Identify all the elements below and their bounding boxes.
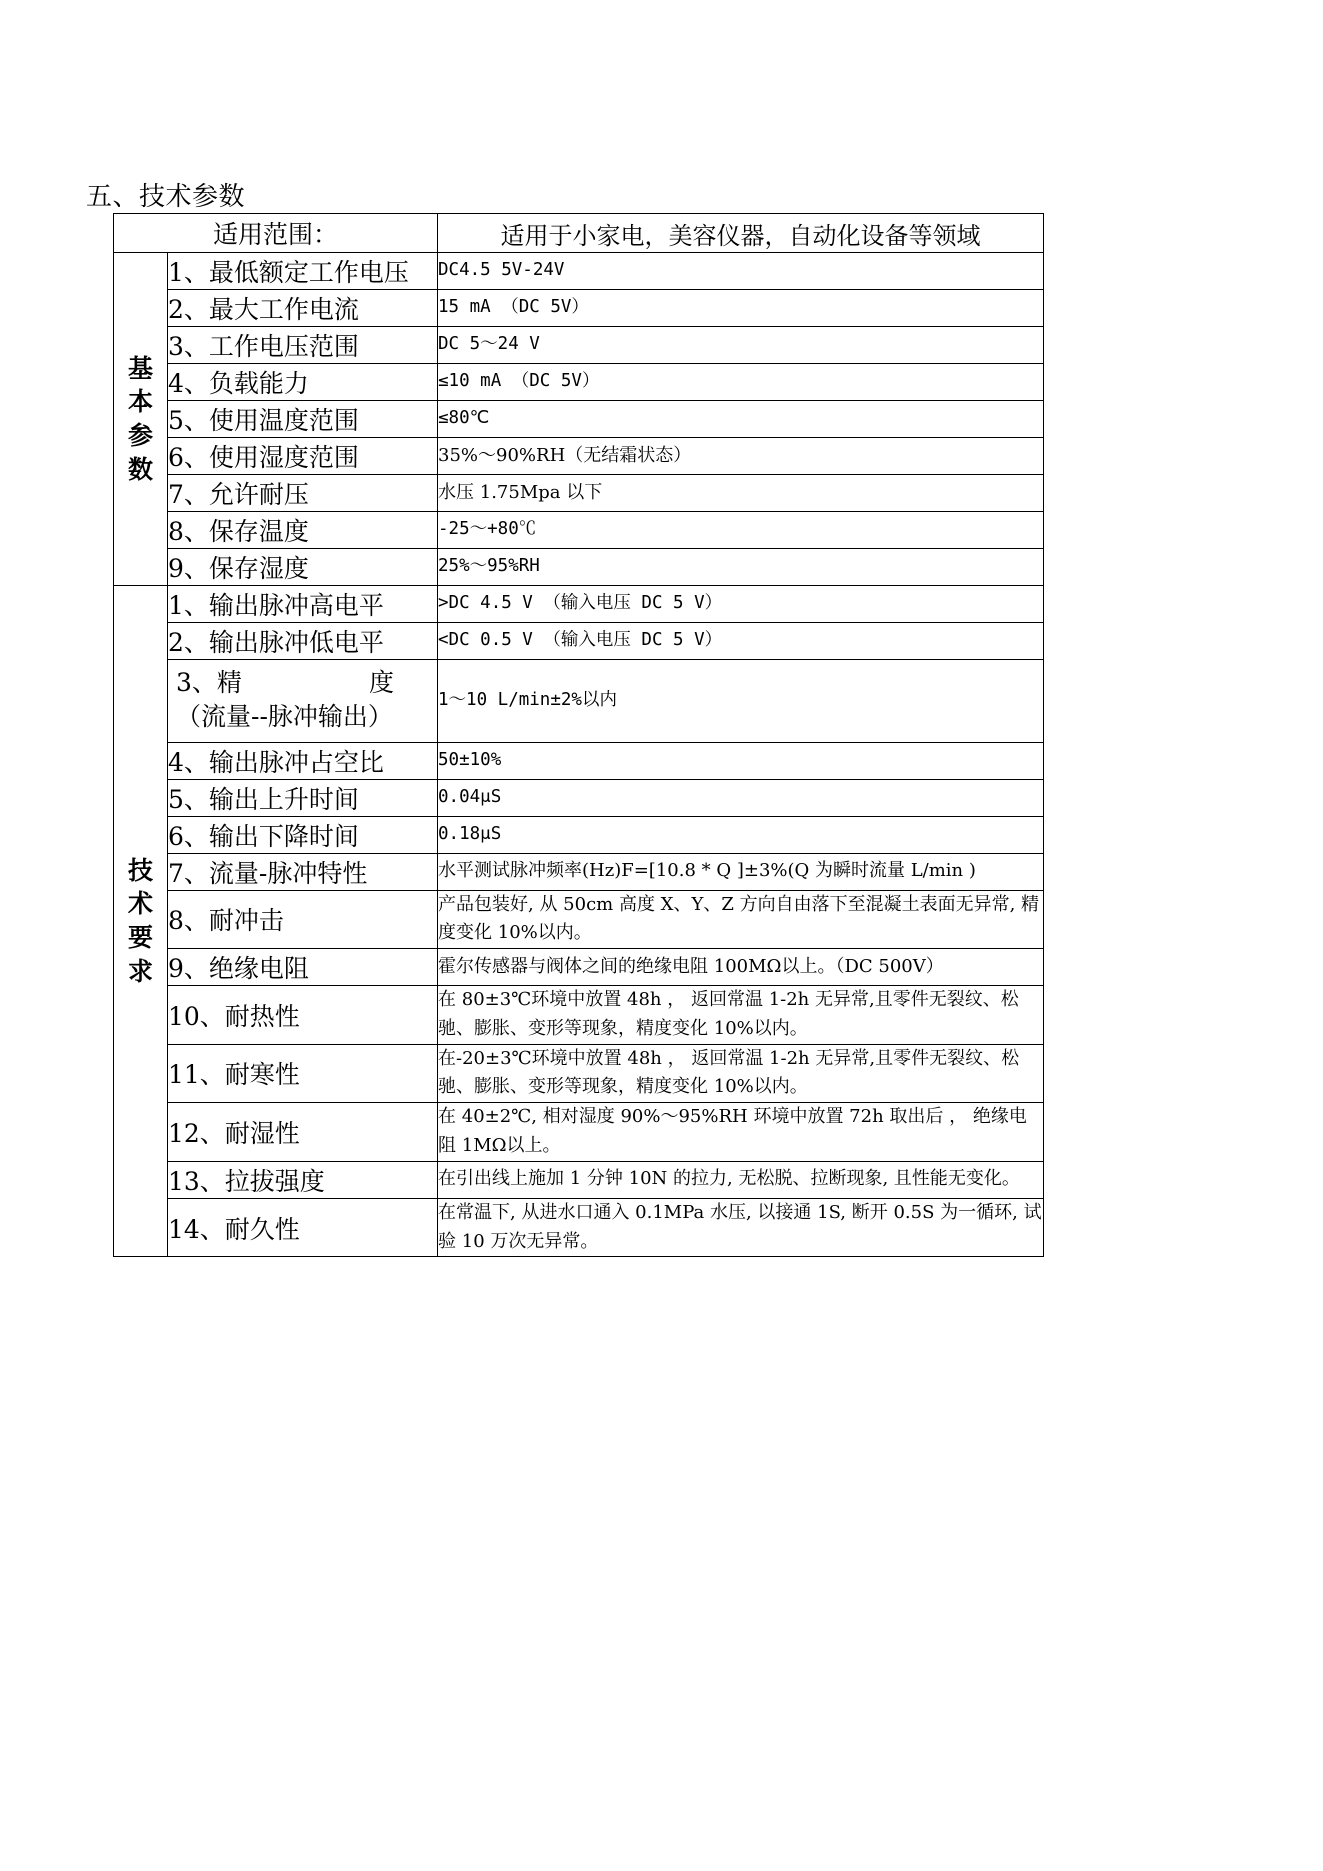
parameter-value-cell: 0.04μS	[438, 779, 1044, 816]
parameter-value-cell: 15 mA （DC 5V）	[438, 290, 1044, 327]
parameter-label-cell: 10、耐热性	[168, 986, 438, 1045]
table-row	[114, 1198, 1044, 1257]
group-label-char: 本	[127, 387, 153, 417]
table-row	[114, 890, 1044, 949]
parameter-value-cell: 35%～90%RH（无结霜状态）	[438, 438, 1044, 475]
parameter-label-cell: 8、耐冲击	[168, 890, 438, 949]
group-label-char: 基	[127, 353, 153, 383]
parameter-label-cell: 1、最低额定工作电压	[168, 253, 438, 290]
parameter-value-cell: >DC 4.5 V （输入电压 DC 5 V）	[438, 586, 1044, 623]
parameter-value-cell: 在-20±3℃环境中放置 48h ， 返回常温 1-2h 无异常,且零件无裂纹、松驰、膨胀、变形等现象，精度变化 10%以内。	[438, 1044, 1044, 1103]
parameter-label-cell: 3、工作电压范围	[168, 327, 438, 364]
group-label-basic-parameters	[114, 253, 168, 586]
scope-label-cell: 适用范围：	[114, 214, 438, 253]
parameter-label-cell: 4、负载能力	[168, 364, 438, 401]
table-row	[114, 816, 1044, 853]
parameter-value-cell: ≤10 mA （DC 5V）	[438, 364, 1044, 401]
parameter-label-cell: 7、允许耐压	[168, 475, 438, 512]
parameter-value-cell: 50±10%	[438, 742, 1044, 779]
parameter-label-cell: 2、最大工作电流	[168, 290, 438, 327]
group-label-technical-requirements	[114, 586, 168, 1257]
table-row	[114, 660, 1044, 743]
parameter-label-cell: 7、流量-脉冲特性	[168, 853, 438, 890]
parameter-value-cell: <DC 0.5 V （输入电压 DC 5 V）	[438, 623, 1044, 660]
group-label-char: 参	[127, 421, 153, 450]
parameter-label-cell: 1、输出脉冲高电平	[168, 586, 438, 623]
parameter-value-cell: DC4.5 5V-24V	[438, 253, 1044, 290]
parameter-label-cell: 8、保存温度	[168, 512, 438, 549]
group-label-char: 要	[127, 923, 153, 953]
table-row	[114, 438, 1044, 475]
parameter-value-cell: ≤80℃	[438, 401, 1044, 438]
parameter-label-cell: 14、耐久性	[168, 1198, 438, 1257]
parameter-label-part: 度	[368, 668, 394, 697]
parameter-value-cell: 产品包装好, 从 50cm 高度 X、Y、Z 方向自由落下至混凝土表面无异常, 精度变化 10%以内。	[438, 890, 1044, 949]
table-row	[114, 364, 1044, 401]
parameter-value-cell: 在常温下, 从进水口通入 0.1MPa 水压, 以接通 1S, 断开 0.5S 为一循环, 试验 10 万次无异常。	[438, 1198, 1044, 1257]
table-row	[114, 327, 1044, 364]
group-label-char: 技	[127, 855, 153, 885]
table-row	[114, 253, 1044, 290]
table-row	[114, 401, 1044, 438]
parameter-value-cell: DC 5～24 V	[438, 327, 1044, 364]
parameter-label-cell: 12、耐湿性	[168, 1103, 438, 1162]
parameter-value-cell: 0.18μS	[438, 816, 1044, 853]
parameter-label-part: （流量--脉冲输出）	[176, 701, 393, 731]
parameter-label-cell: 2、输出脉冲低电平	[168, 623, 438, 660]
technical-parameters-table	[113, 213, 1044, 1257]
parameter-label-cell: 13、拉拔强度	[168, 1161, 438, 1198]
parameter-label-cell: 5、输出上升时间	[168, 779, 438, 816]
scope-value-cell: 适用于小家电，美容仪器，自动化设备等领域	[438, 214, 1044, 253]
parameter-label-cell: 6、使用湿度范围	[168, 438, 438, 475]
parameter-label-cell: 9、绝缘电阻	[168, 949, 438, 986]
parameter-label-cell: 9、保存湿度	[168, 549, 438, 586]
parameter-value-cell: 25%～95%RH	[438, 549, 1044, 586]
parameter-value-cell: -25～+80℃	[438, 512, 1044, 549]
table-row	[114, 742, 1044, 779]
parameter-label-cell	[168, 660, 438, 743]
group-label-char: 术	[127, 889, 153, 919]
table-row	[114, 214, 1044, 253]
parameter-value-cell: 水压 1.75Mpa 以下	[438, 475, 1044, 512]
table-row	[114, 586, 1044, 623]
table-row	[114, 1161, 1044, 1198]
table-row	[114, 290, 1044, 327]
table-row	[114, 1103, 1044, 1162]
table-row	[114, 853, 1044, 890]
parameter-value-cell: 水平测试脉冲频率(Hz)F=[10.8 * Q ]±3%(Q 为瞬时流量 L/min )	[438, 853, 1044, 890]
parameter-label-part: 3、精	[176, 668, 242, 697]
table-row	[114, 986, 1044, 1045]
table-row	[114, 949, 1044, 986]
parameter-label-cell: 5、使用温度范围	[168, 401, 438, 438]
group-label-char: 数	[127, 454, 153, 484]
table-row	[114, 512, 1044, 549]
group-label-char: 求	[127, 956, 153, 986]
table-row	[114, 779, 1044, 816]
parameter-label-cell: 11、耐寒性	[168, 1044, 438, 1103]
page-title: 五、技术参数	[86, 182, 246, 212]
parameter-value-cell: 在 40±2℃, 相对湿度 90%～95%RH 环境中放置 72h 取出后 ， 绝缘电阻 1MΩ以上。	[438, 1103, 1044, 1162]
parameter-label-cell: 6、输出下降时间	[168, 816, 438, 853]
table-row	[114, 475, 1044, 512]
parameter-value-cell: 在引出线上施加 1 分钟 10N 的拉力, 无松脱、拉断现象, 且性能无变化。	[438, 1161, 1044, 1198]
parameter-value-cell: 在 80±3℃环境中放置 48h ， 返回常温 1-2h 无异常,且零件无裂纹、松驰、膨胀、变形等现象，精度变化 10%以内。	[438, 986, 1044, 1045]
parameter-value-cell: 1～10 L/min±2%以内	[438, 660, 1044, 743]
table-row	[114, 549, 1044, 586]
table-row	[114, 1044, 1044, 1103]
table-row	[114, 623, 1044, 660]
parameter-value-cell: 霍尔传感器与阀体之间的绝缘电阻 100MΩ以上。（DC 500V）	[438, 949, 1044, 986]
parameter-label-cell: 4、输出脉冲占空比	[168, 742, 438, 779]
